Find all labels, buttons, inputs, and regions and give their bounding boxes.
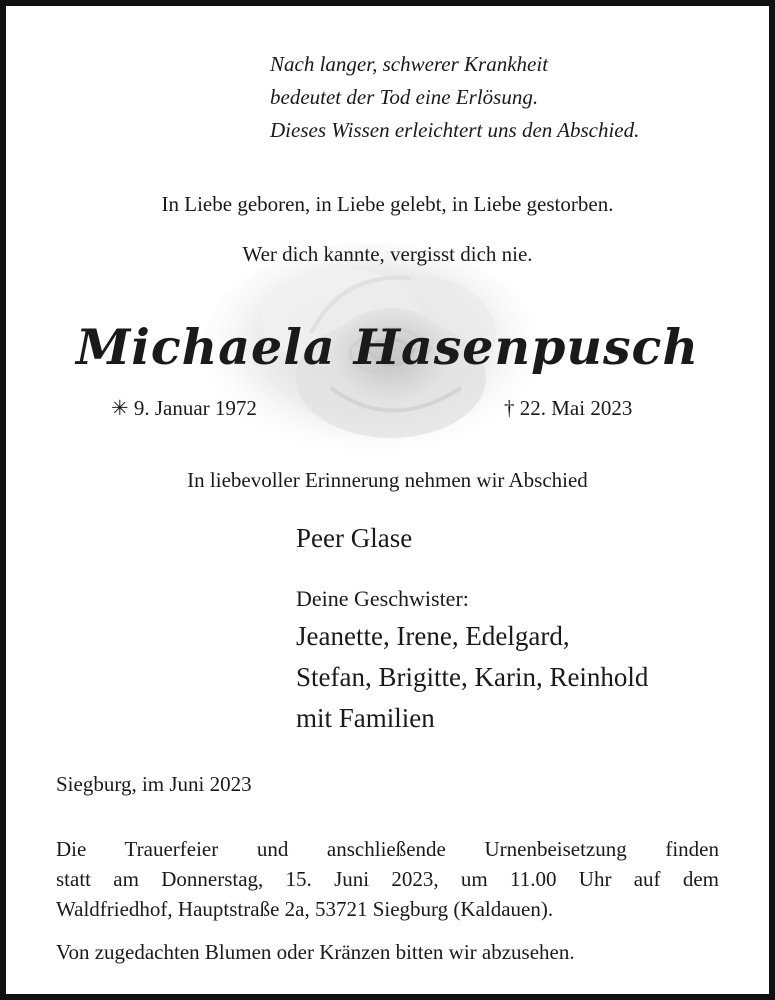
deceased-name: Michaela Hasenpusch: [75, 318, 700, 376]
birth-date: [111, 396, 257, 421]
death-date: [504, 396, 632, 421]
siblings-line: Jeanette, Irene, Edelgard,: [296, 621, 570, 651]
birth-star-icon: ✳: [111, 396, 129, 420]
partner-name: Peer Glase: [296, 523, 413, 553]
motto-line-1: In Liebe geboren, in Liebe gelebt, in Liebe gestorben.: [161, 192, 614, 216]
poem-line: Dieses Wissen erleichtert uns den Abschied.: [270, 118, 640, 142]
poem-line: Nach langer, schwerer Krankheit: [270, 52, 549, 76]
service-line: statt am Donnerstag, 15. Juni 2023, um 11.00 Uhr auf dem: [56, 867, 719, 891]
poem: [270, 48, 639, 147]
service-line: Die Trauerfeier und anschließende Urnenbeisetzung finden: [56, 837, 719, 861]
place-date: Siegburg, im Juni 2023: [56, 772, 252, 796]
siblings-line: mit Familien: [296, 703, 435, 733]
poem-line: bedeutet der Tod eine Erlösung.: [270, 85, 539, 109]
motto-line-2: Wer dich kannte, vergisst dich nie.: [242, 242, 533, 266]
death-cross-icon: †: [504, 396, 515, 420]
farewell-line: In liebevoller Erinnerung nehmen wir Abschied: [187, 468, 588, 492]
death-date-text: 22. Mai 2023: [519, 396, 633, 420]
service-line: Waldfriedhof, Hauptstraße 2a, 53721 Siegburg (Kaldauen).: [56, 897, 554, 921]
siblings-names: [296, 616, 648, 739]
birth-date-text: 9. Januar 1972: [133, 396, 257, 420]
flowers-note: Von zugedachten Blumen oder Kränzen bitten wir abzusehen.: [56, 940, 575, 964]
siblings-line: Stefan, Brigitte, Karin, Reinhold: [296, 662, 649, 692]
siblings-label: Deine Geschwister:: [296, 586, 469, 611]
service-info: [56, 834, 719, 924]
